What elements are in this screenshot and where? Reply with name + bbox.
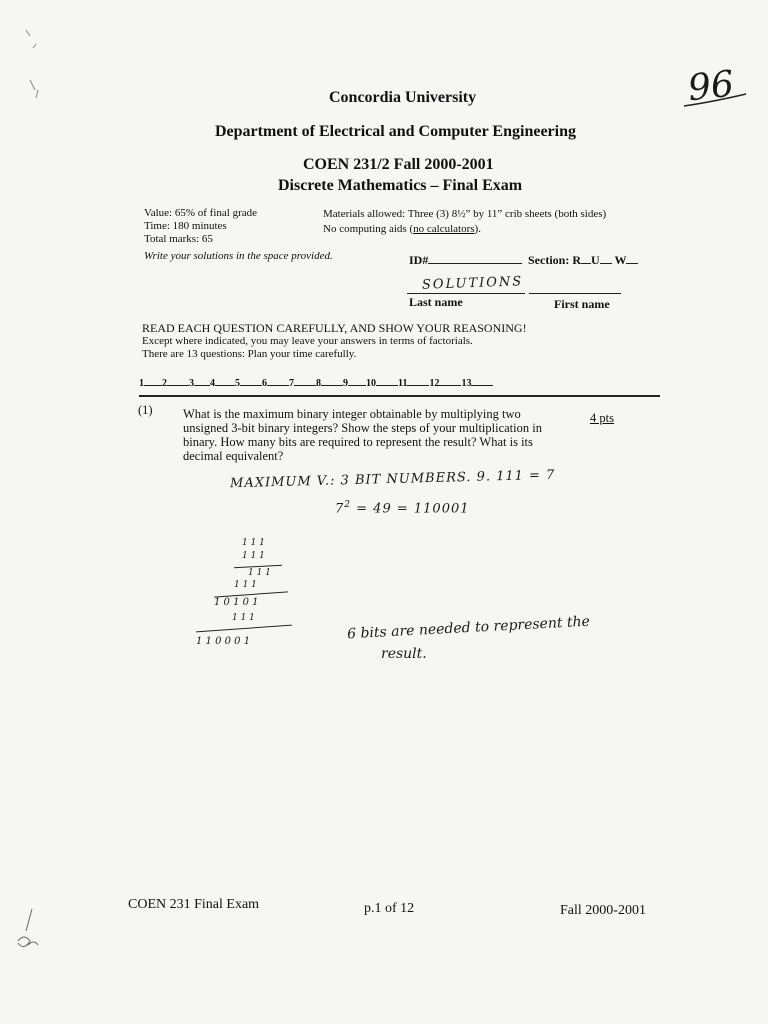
last-name-value: SOLUTIONS <box>421 274 524 293</box>
section-label: Section: R <box>528 253 581 267</box>
no-calculators: no calculators <box>413 223 475 235</box>
score-cell-1[interactable]: 1 <box>139 378 144 389</box>
hw-exponent: 2 <box>344 500 352 510</box>
handwriting-line-1: MAXIMUM V.: 3 BIT NUMBERS. 9. 111 = 7 <box>229 467 556 492</box>
section-u: U <box>591 253 600 267</box>
materials-line-1: Materials allowed: Three (3) 8½” by 11” crib sheets (both sides) <box>323 208 607 220</box>
time-text: Time: 180 minutes <box>144 220 227 232</box>
mult-row-2: 1 1 1 <box>242 551 265 561</box>
department-title: Department of Electrical and Computer Engineering <box>215 123 576 140</box>
mult-row-3: 1 1 1 <box>248 568 271 578</box>
mult-row-1: 1 1 1 <box>242 538 265 548</box>
section-w: W <box>614 253 627 267</box>
score-blank[interactable] <box>294 385 316 386</box>
last-name-label: Last name <box>409 295 463 309</box>
question-1-points: 4 pts <box>590 411 614 425</box>
score-blank[interactable] <box>376 385 398 386</box>
score-cell-11[interactable]: 11 <box>398 378 408 389</box>
total-text: Total marks: 65 <box>144 233 213 245</box>
mult-row-6: 1 1 1 <box>232 613 255 623</box>
score-cell-8[interactable]: 8 <box>316 378 321 389</box>
score-cell-2[interactable]: 2 <box>162 378 167 389</box>
grade-mark: 96 <box>685 63 736 110</box>
score-blank[interactable] <box>267 385 289 386</box>
footer-left: COEN 231 Final Exam <box>128 897 260 912</box>
answer-line-1: 6 bits are needed to represent the <box>346 613 591 643</box>
score-cell-4[interactable]: 4 <box>210 378 215 389</box>
footer-center: p.1 of 12 <box>364 901 415 916</box>
score-line <box>139 373 659 391</box>
score-blank[interactable] <box>240 385 262 386</box>
materials-suffix: ). <box>474 223 481 235</box>
score-blank[interactable] <box>439 385 461 386</box>
handwriting-line-2 <box>335 500 470 516</box>
score-cell-7[interactable]: 7 <box>289 378 294 389</box>
score-blank[interactable] <box>407 385 429 386</box>
question-1-line-1: What is the maximum binary integer obtainable by multiplying two <box>183 407 521 421</box>
score-cell-6[interactable]: 6 <box>262 378 267 389</box>
score-blank[interactable] <box>194 385 210 386</box>
write-text: Write your solutions in the space provided. <box>144 250 333 262</box>
margin-marks-top <box>8 20 48 110</box>
score-blank[interactable] <box>144 385 162 386</box>
mult-row-5: 1 0 1 0 1 <box>214 597 259 608</box>
score-cell-5[interactable]: 5 <box>235 378 240 389</box>
first-name-label: First name <box>554 297 610 311</box>
score-blank[interactable] <box>348 385 366 386</box>
score-cell-10[interactable]: 10 <box>366 378 376 389</box>
value-text: Value: 65% of final grade <box>144 207 258 219</box>
score-cell-9[interactable]: 9 <box>343 378 348 389</box>
answer-line-2: result. <box>381 646 427 662</box>
course-title: COEN 231/2 Fall 2000-2001 <box>303 156 494 173</box>
instruction-3: There are 13 questions: Plan your time carefully. <box>142 348 357 360</box>
score-blank[interactable] <box>167 385 189 386</box>
margin-marks-bottom <box>6 905 46 965</box>
question-1-line-4: decimal equivalent? <box>183 449 284 463</box>
hw-seven: 7 <box>335 501 345 517</box>
mult-result: 1 1 0 0 0 1 <box>196 636 251 647</box>
id-field[interactable] <box>409 253 522 267</box>
section-field[interactable] <box>528 253 638 267</box>
footer-right: Fall 2000-2001 <box>560 903 646 918</box>
question-1-number: (1) <box>138 403 153 417</box>
hw-result: = 49 = 110001 <box>356 501 470 517</box>
instruction-2: Except where indicated, you may leave your answers in terms of factorials. <box>142 335 473 347</box>
score-cell-13[interactable]: 13 <box>461 378 472 389</box>
score-blank[interactable] <box>321 385 343 386</box>
materials-prefix: No computing aids ( <box>323 223 414 235</box>
id-label: ID# <box>409 253 429 267</box>
mult-row-4: 1 1 1 <box>234 580 257 590</box>
exam-title: Discrete Mathematics – Final Exam <box>278 177 523 194</box>
score-blank[interactable] <box>471 385 493 386</box>
score-blank[interactable] <box>215 385 235 386</box>
score-cell-12[interactable]: 12 <box>429 378 440 389</box>
university-title: Concordia University <box>329 89 477 106</box>
question-1-line-3: binary. How many bits are required to represent the result? What is its <box>183 435 533 449</box>
grade-underline <box>682 92 748 110</box>
score-cell-3[interactable]: 3 <box>189 378 194 389</box>
materials-line-2 <box>323 223 481 236</box>
instruction-1: READ EACH QUESTION CAREFULLY, AND SHOW YOUR REASONING! <box>142 321 527 335</box>
question-1-line-2: unsigned 3-bit binary integers? Show the steps of your multiplication in <box>183 421 542 435</box>
